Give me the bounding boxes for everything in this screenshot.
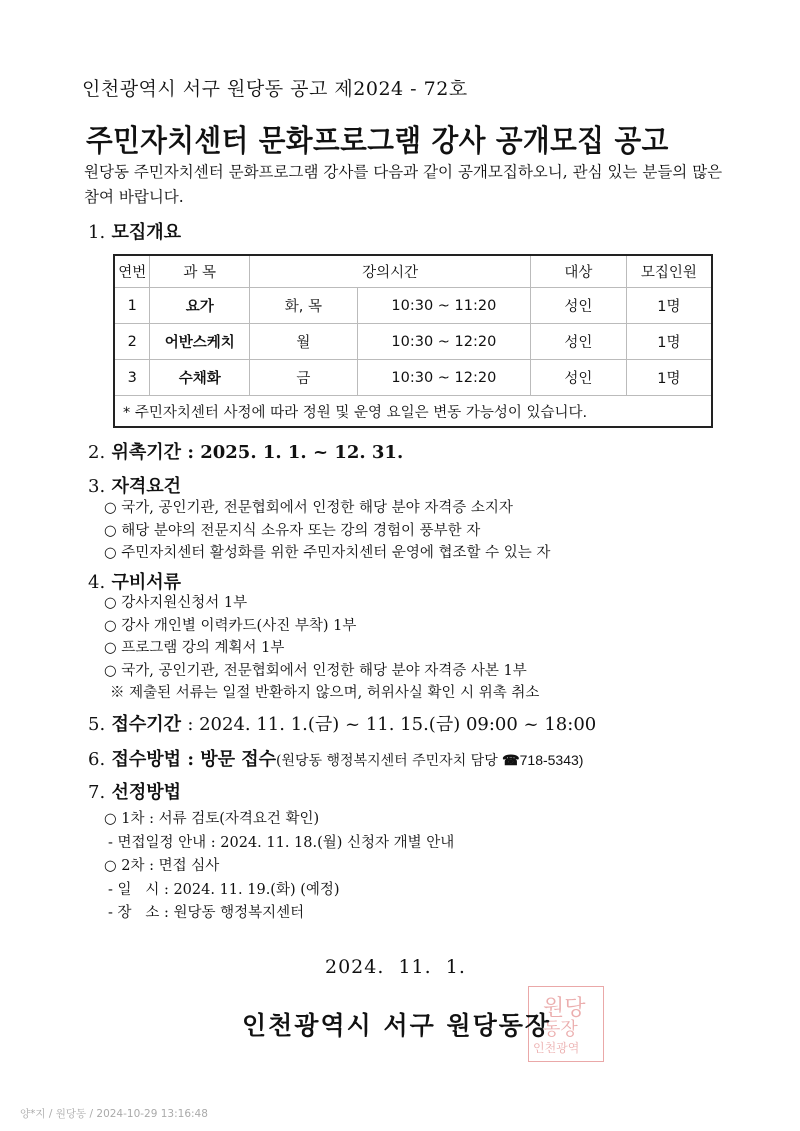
circle-bullet-icon: ○: [104, 595, 122, 611]
col-header-count: 모집인원: [626, 255, 712, 288]
cell-count: 1명: [626, 324, 712, 360]
print-stamp: 양*지 / 원당동 / 2024-10-29 13:16:48: [20, 1108, 208, 1120]
list-item: - 면접일정 안내 : 2024. 11. 18.(월) 신청자 개별 안내: [108, 834, 455, 851]
list-item: ○ 프로그램 강의 계획서 1부: [104, 640, 285, 656]
cell-count: 1명: [626, 360, 712, 396]
cell-subject: 수채화: [150, 360, 250, 396]
table-note-row: [114, 396, 712, 428]
page-title: 주민자치센터 문화프로그램 강사 공개모집 공고: [86, 124, 669, 159]
official-seal-icon: 원당 동장 인천광역: [528, 986, 604, 1062]
cell-days: 화, 목: [250, 288, 358, 324]
cell-no: 2: [114, 324, 150, 360]
cell-subject: 어반스케치: [150, 324, 250, 360]
circle-bullet-icon: ○: [104, 858, 122, 874]
list-item: - 일 시 : 2024. 11. 19.(화) (예정): [108, 881, 340, 898]
cell-target: 성인: [531, 288, 627, 324]
list-item: ○ 해당 분야의 전문지식 소유자 또는 강의 경험이 풍부한 자: [104, 522, 481, 539]
circle-bullet-icon: ○: [104, 640, 122, 656]
list-item: ○ 국가, 공인기관, 전문협회에서 인정한 해당 분야 자격증 소지자: [104, 500, 513, 516]
table-header-row: [114, 255, 712, 288]
list-item: ○ 1차 : 서류 검토(자격요건 확인): [104, 811, 320, 827]
cell-subject: 요가: [150, 288, 250, 324]
cell-target: 성인: [531, 324, 627, 360]
list-item: ○ 강사지원신청서 1부: [104, 595, 248, 611]
cell-days: 월: [250, 324, 358, 360]
notice-date: 2024. 11. 1.: [325, 956, 466, 978]
cell-count: 1명: [626, 288, 712, 324]
section-3-heading: 3. 자격요건: [88, 476, 182, 497]
notice-number: 인천광역시 서구 원당동 공고 제2024 - 72호: [82, 78, 468, 100]
circle-bullet-icon: ○: [104, 617, 122, 634]
selection-list: [104, 808, 454, 926]
list-item: ○ 2차 : 면접 심사: [104, 858, 220, 874]
application-detail: (원당동 행정복지센터 주민자치 담당: [276, 753, 503, 769]
table-note: * 주민자치센터 사정에 따라 정원 및 운영 요일은 변동 가능성이 있습니다.: [114, 396, 712, 428]
list-item: ○ 국가, 공인기관, 전문협회에서 인정한 해당 분야 자격증 사본 1부: [104, 662, 527, 679]
section-7-heading: 7. 선정방법: [88, 782, 182, 803]
circle-bullet-icon: ○: [104, 545, 122, 561]
cell-target: 성인: [531, 360, 627, 396]
circle-bullet-icon: ○: [104, 811, 122, 827]
documents-list: [104, 592, 539, 705]
appointment-period: : 2025. 1. 1. ~ 12. 31.: [187, 442, 404, 463]
circle-bullet-icon: ○: [104, 500, 122, 516]
application-period: : 2024. 11. 1.(금) ~ 11. 15.(금) 09:00 ~ 18:00: [187, 714, 597, 735]
phone-icon: ☎: [502, 753, 520, 769]
cell-no: 3: [114, 360, 150, 396]
section-6-heading: 6. 접수방법 : 방문 접수(원당동 행정복지센터 주민자치 담당 ☎718-5343): [88, 749, 584, 770]
circle-bullet-icon: ○: [104, 522, 122, 539]
section-2-heading: 2. 위촉기간 : 2025. 1. 1. ~ 12. 31.: [88, 442, 404, 463]
col-header-time: 강의시간: [250, 255, 531, 288]
circle-bullet-icon: ○: [104, 662, 122, 679]
application-method: : 방문 접수: [187, 749, 277, 770]
dash-bullet-icon: -: [108, 905, 118, 921]
table-row: [114, 360, 712, 396]
list-item: ○ 주민자치센터 활성화를 위한 주민자치센터 운영에 협조할 수 있는 자: [104, 545, 551, 561]
cell-no: 1: [114, 288, 150, 324]
section-5-heading: 5. 접수기간 : 2024. 11. 1.(금) ~ 11. 15.(금) 09:00 ~ 18:00: [88, 714, 597, 735]
issuer-name: 인천광역시 서구 원당동장: [242, 1011, 552, 1040]
col-header-no: 연번: [114, 255, 150, 288]
col-header-subject: 과 목: [150, 255, 250, 288]
section-4-heading: 4. 구비서류: [88, 572, 182, 593]
table-row: [114, 288, 712, 324]
dash-bullet-icon: -: [108, 881, 118, 898]
list-item: - 장 소 : 원당동 행정복지센터: [108, 905, 305, 921]
recruitment-table: [113, 254, 713, 428]
section-1-heading: 1. 모집개요: [88, 222, 182, 243]
dash-bullet-icon: -: [108, 834, 118, 851]
table-row: [114, 324, 712, 360]
col-header-target: 대상: [531, 255, 627, 288]
intro-paragraph: 원당동 주민자치센터 문화프로그램 강사를 다음과 같이 공개모집하오니, 관심 있는 분들의 많은 참여 바랍니다.: [84, 163, 723, 206]
list-item: ○ 강사 개인별 이력카드(사진 부착) 1부: [104, 617, 357, 634]
documents-note: ※ 제출된 서류는 일절 반환하지 않으며, 허위사실 확인 시 위촉 취소: [110, 685, 540, 701]
cell-time: 10:30 ~ 12:20: [357, 324, 530, 360]
qualification-list: [104, 497, 550, 565]
cell-time: 10:30 ~ 12:20: [357, 360, 530, 396]
cell-days: 금: [250, 360, 358, 396]
phone-number: 718-5343): [519, 752, 584, 768]
cell-time: 10:30 ~ 11:20: [357, 288, 530, 324]
